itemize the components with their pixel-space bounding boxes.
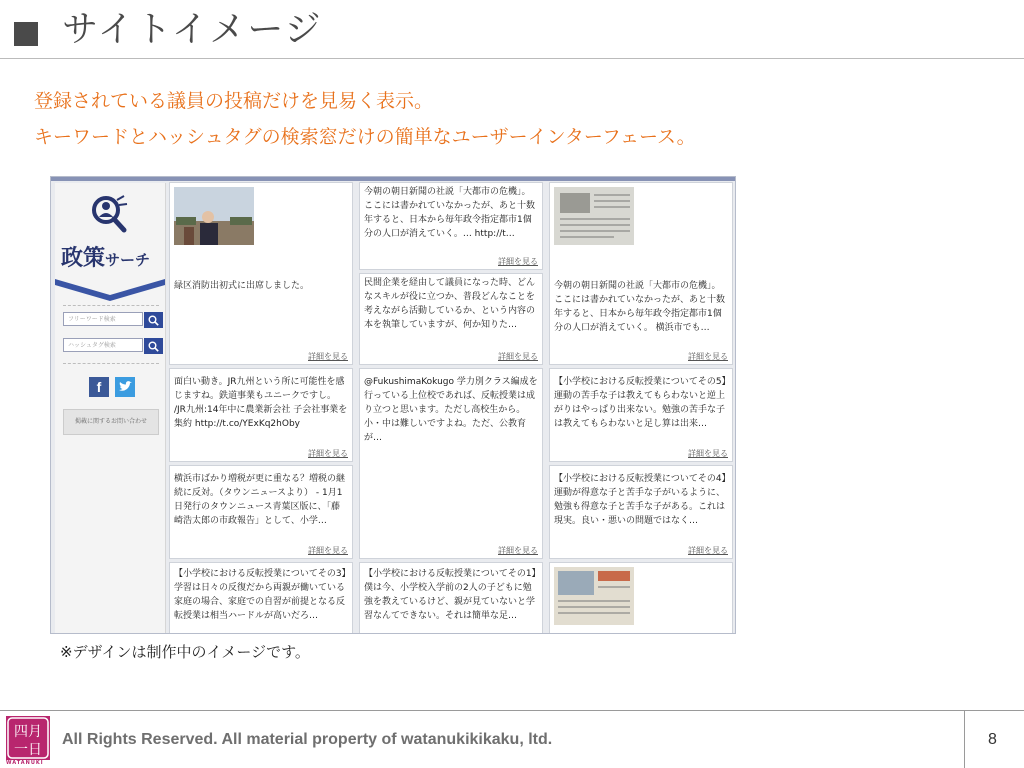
post-card[interactable]	[359, 562, 543, 634]
post-card[interactable]	[549, 182, 733, 365]
read-more-link[interactable]: 詳細を見る	[688, 546, 728, 555]
company-logo-caption: WATANUKI	[6, 760, 44, 766]
page-number: 8	[988, 731, 997, 748]
read-more-link[interactable]: 詳細を見る	[308, 546, 348, 555]
post-text: 緑区消防出初式に出席しました。	[174, 281, 310, 291]
newspaper-thumbnail	[554, 567, 634, 625]
read-more-link[interactable]: 詳細を見る	[308, 352, 348, 361]
read-more-link[interactable]: 詳細を見る	[688, 449, 728, 458]
post-card[interactable]	[359, 273, 543, 365]
post-text: 【小学校における反転授業についてその3】学習は日々の反復だから両親が働いている家庭の場合、家庭での自習が前提となる反転授業は相当ハードルが高いだろ…	[174, 569, 347, 621]
post-text: @FukushimaKokugo 学力別クラス編成を行っている上位校であれば、反転授業は成り立つと思います。ただし高校生から。小・中は難しいですよね。ただ、公教育が…	[364, 377, 538, 443]
title-divider	[0, 58, 1024, 59]
twitter-bird-icon	[115, 377, 135, 397]
search-icon	[148, 341, 159, 352]
hashtag-search-input[interactable]: ハッシュタグ検索	[63, 338, 143, 352]
footer-divider	[0, 710, 1024, 711]
post-card[interactable]	[549, 562, 733, 634]
post-text: 民間企業を経由して議員になった時、どんなスキルが役に立つか、普段どんなことを考えながら活動しているか、という内容の本を執筆していますが、何か知りた…	[364, 278, 536, 330]
post-card[interactable]	[549, 368, 733, 462]
post-text: 今朝の朝日新聞の社説「大都市の危機」。ここには書かれていなかったが、あと十数年すると、日本から毎年政令指定都市1個分の人口が消えていく。… http://t…	[364, 187, 536, 239]
copyright-text: All Rights Reserved. All material property of watanukikikaku, ltd.	[62, 731, 553, 748]
post-card[interactable]	[549, 465, 733, 559]
logo-sub-text: サーチ	[105, 251, 151, 269]
footer-page-divider	[964, 710, 965, 768]
keyword-search	[63, 312, 163, 328]
company-logo	[6, 716, 50, 760]
read-more-link[interactable]: 詳細を見る	[308, 449, 348, 458]
photo-thumbnail	[174, 187, 254, 245]
read-more-link[interactable]: 詳細を見る	[498, 257, 538, 266]
post-text: 【小学校における反転授業についてその5】運動の苦手な子は教えてもらわないと逆上がりはやっぱり出来ない。勉強の苦手な子は教えてもらわないと足し算は出来…	[554, 377, 727, 429]
sidebar-divider	[63, 363, 159, 364]
keyword-search-button[interactable]	[144, 312, 163, 328]
post-text: 面白い動き。JR九州という所に可能性を感じますね。鉄道事業もユニークですし。 /JR九州:14年中に農業新会社 子会社事業を集約 http://t.co/YExKq2hOby	[174, 377, 348, 429]
post-card[interactable]	[169, 182, 353, 365]
post-card[interactable]	[359, 182, 543, 270]
site-top-bar	[51, 177, 735, 181]
lead-line-1: 登録されている議員の投稿だけを見易く表示。	[34, 90, 434, 112]
facebook-icon[interactable]: f	[89, 377, 109, 397]
sidebar-divider	[63, 305, 159, 306]
post-card[interactable]	[359, 368, 543, 559]
company-logo-top: 四月	[14, 724, 42, 740]
post-text: 横浜市ばかり増税が更に重なる？増税の継続に反対。（タウンニュースより） - 1月1日発行のタウンニュース青葉区版に、「藤崎浩太郎の市政報告」として、小学…	[174, 474, 346, 526]
contact-button[interactable]: 掲載に関するお問い合わせ	[63, 409, 159, 435]
design-note: ※デザインは制作中のイメージです。	[60, 643, 310, 661]
site-logo[interactable]	[55, 183, 165, 301]
logo-main-text: 政策	[61, 246, 106, 271]
magnifier-speaker-icon	[89, 193, 129, 233]
newspaper-thumbnail	[554, 187, 634, 245]
read-more-link[interactable]: 詳細を見る	[498, 352, 538, 361]
company-logo-mark	[6, 716, 50, 760]
post-text: 【小学校における反転授業についてその1】僕は今、小学校入学前の2人の子どもに勉強を教えているけど、親が見ていないと学習なんてできない。それは簡単な足…	[364, 569, 537, 621]
post-card[interactable]	[169, 368, 353, 462]
twitter-icon[interactable]	[115, 377, 135, 397]
lead-line-2: キーワードとハッシュタグの検索窓だけの簡単なユーザーインターフェース。	[34, 126, 696, 148]
keyword-search-input[interactable]: フリーワード検索	[63, 312, 143, 326]
site-mockup	[50, 176, 736, 634]
hashtag-search	[63, 338, 163, 354]
post-card[interactable]	[169, 465, 353, 559]
slide-title: サイトイメージ	[62, 9, 323, 50]
hashtag-search-button[interactable]	[144, 338, 163, 354]
company-logo-bottom: 一日	[14, 742, 42, 758]
post-text: 今朝の朝日新聞の社説「大都市の危機」。ここには書かれていなかったが、あと十数年すると、日本から毎年政令指定都市1個分の人口が消えていく。 横浜市でも…	[554, 281, 726, 333]
logo-text	[61, 241, 150, 272]
read-more-link[interactable]: 詳細を見る	[688, 352, 728, 361]
search-icon	[148, 315, 159, 326]
logo-chevron-band	[55, 277, 165, 301]
site-sidebar	[55, 183, 166, 633]
title-bullet	[14, 22, 38, 46]
post-text: 【小学校における反転授業についてその4】運動が得意な子と苦手な子がいるように、勉強も得意な子と苦手な子がある。これは現実。良い・悪いの問題ではなく…	[554, 474, 727, 526]
read-more-link[interactable]: 詳細を見る	[498, 546, 538, 555]
post-card[interactable]	[169, 562, 353, 634]
